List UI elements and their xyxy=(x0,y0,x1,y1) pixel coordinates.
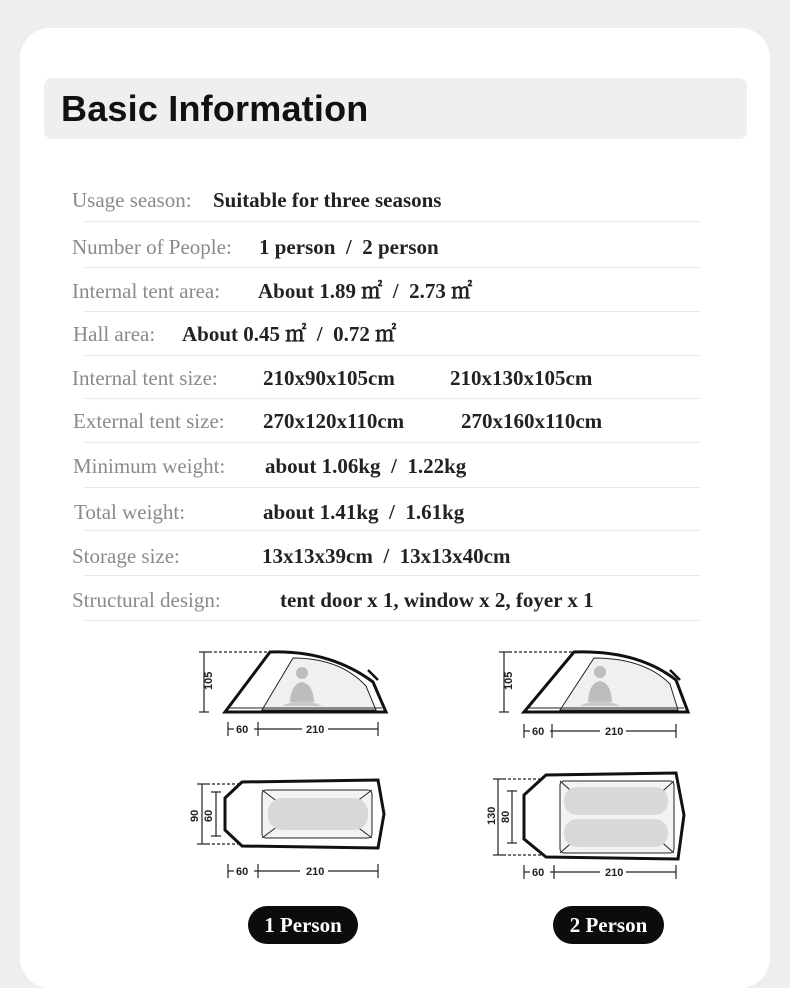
dimension-outer-width-label: 130 xyxy=(486,806,498,825)
dimension-hall-label: 60 xyxy=(532,726,545,738)
dimension-height-label: 105 xyxy=(203,671,215,690)
dimension-inner-label: 210 xyxy=(605,867,624,879)
spec-value: About 0.45 ㎡ / 0.72 ㎡ xyxy=(182,322,397,346)
caption-1-person: 1 Person xyxy=(248,906,358,944)
dimension-hall-label: 60 xyxy=(236,866,249,878)
spec-label: Hall area: xyxy=(73,322,156,346)
spec-row-external-tent-size xyxy=(72,406,702,436)
spec-value: 270x160x110cm xyxy=(461,409,603,433)
divider xyxy=(84,487,700,488)
spec-value: 210x90x105cm xyxy=(263,366,395,390)
dimension-inner-label: 210 xyxy=(306,866,325,878)
spec-value: 13x13x39cm / 13x13x40cm xyxy=(262,544,511,568)
spec-label: Total weight: xyxy=(74,500,186,524)
dimension-inner-width-label: 80 xyxy=(500,810,512,823)
spec-row-internal-tent-size xyxy=(72,363,702,393)
dimension-inner-width-label: 60 xyxy=(203,809,215,822)
spec-label: External tent size: xyxy=(73,409,225,433)
dimension-height-label: 105 xyxy=(503,671,515,690)
divider xyxy=(84,442,700,443)
spec-value: tent door x 1, window x 2, foyer x 1 xyxy=(280,588,594,612)
spec-row-hall-area xyxy=(72,319,702,349)
spec-row-internal-tent-area xyxy=(72,276,702,306)
divider xyxy=(84,398,700,399)
spec-label: Internal tent area: xyxy=(72,279,221,303)
tent-side-view-2-person xyxy=(490,640,700,745)
spec-row-minimum-weight xyxy=(72,451,702,481)
tent-top-view-1-person xyxy=(180,770,395,885)
divider xyxy=(84,575,700,576)
dimension-hall-label: 60 xyxy=(532,867,545,879)
spec-row-total-weight xyxy=(72,497,702,527)
spec-value: about 1.06kg / 1.22kg xyxy=(265,454,467,478)
spec-label: Usage season: xyxy=(72,188,192,212)
section-title: Basic Information xyxy=(61,88,369,129)
spec-value: Suitable for three seasons xyxy=(213,188,442,212)
spec-label: Storage size: xyxy=(72,544,180,568)
divider xyxy=(84,311,700,312)
divider xyxy=(84,267,700,268)
divider xyxy=(84,620,700,621)
spec-row-storage-size xyxy=(72,541,702,571)
divider xyxy=(84,221,700,222)
spec-row-usage-season xyxy=(72,185,702,215)
spec-value: 210x130x105cm xyxy=(450,366,593,390)
spec-value: about 1.41kg / 1.61kg xyxy=(263,500,465,524)
divider xyxy=(84,355,700,356)
dimension-inner-label: 210 xyxy=(306,724,325,736)
spec-label: Number of People: xyxy=(72,235,232,259)
spec-label: Structural design: xyxy=(72,588,221,612)
spec-label: Minimum weight: xyxy=(73,454,226,478)
tent-top-view-2-person xyxy=(480,765,695,890)
divider xyxy=(84,530,700,531)
spec-row-number-of-people xyxy=(72,232,702,262)
spec-label: Internal tent size: xyxy=(72,366,218,390)
caption-2-person: 2 Person xyxy=(553,906,664,944)
spec-value: About 1.89 ㎡ / 2.73 ㎡ xyxy=(258,279,473,303)
dimension-outer-width-label: 90 xyxy=(189,809,201,822)
tent-side-view-1-person xyxy=(190,640,400,745)
dimension-inner-label: 210 xyxy=(605,726,624,738)
spec-row-structural-design xyxy=(72,585,702,615)
dimension-hall-label: 60 xyxy=(236,724,249,736)
spec-value: 270x120x110cm xyxy=(263,409,405,433)
spec-value: 1 person / 2 person xyxy=(259,235,439,259)
